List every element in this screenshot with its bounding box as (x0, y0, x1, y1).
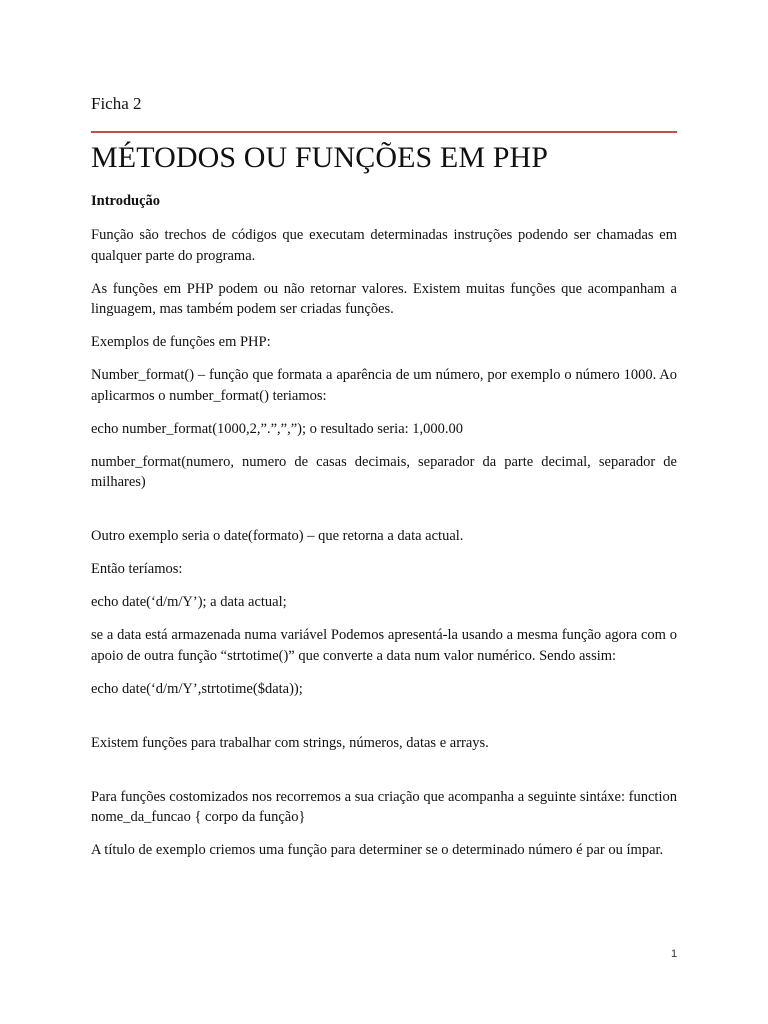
title-rule (91, 131, 677, 133)
paragraph-number-format: Number_format() – função que formata a aparência de um número, por exemplo o número 1000. Ao aplicarmos o number_format() teriamos: (91, 367, 677, 404)
paragraph-strtotime-echo: echo date(‘d/m/Y’,strtotime($data)); (91, 680, 303, 697)
blank-line (91, 766, 677, 787)
paragraph-then: Então teríamos: (91, 561, 183, 577)
paragraph-number-format-echo: echo number_format(1000,2,”.”,”,”); o resultado seria: 1,000.00 (91, 420, 464, 437)
paragraph-php-functions: As funções em PHP podem ou não retornar valores. Existem muitas funções que acompanham a linguagem, mas também podem ser criadas funções. (91, 280, 677, 317)
paragraph-examples-intro: Exemplos de funções em PHP: (91, 334, 271, 350)
sheet-label: Ficha 2 (91, 94, 142, 113)
section-heading-introduction: Introdução (91, 193, 161, 209)
paragraph-function-types: Existem funções para trabalhar com strings, números, datas e arrays. (91, 734, 489, 751)
paragraph-function-definition: Função são trechos de códigos que executam determinadas instruções podendo ser chamadas em qualquer parte do programa. (91, 227, 677, 264)
paragraph-date-echo: echo date(‘d/m/Y’); a data actual; (91, 594, 287, 610)
blank-line (91, 712, 677, 733)
page-content (91, 92, 677, 873)
paragraph-number-format-params: number_format(numero, numero de casas decimais, separador da parte decimal, separador de milhares) (91, 453, 677, 490)
paragraph-date-function: Outro exemplo seria o date(formato) – que retorna a data actual. (91, 528, 464, 544)
blank-line (91, 505, 677, 526)
paragraph-strtotime: se a data está armazenada numa variável Podemos apresentá-la usando a mesma função agora com o apoio de outra função “strtotime()” que converte a data num valor numérico. Sendo assim: (91, 627, 677, 664)
paragraph-even-odd-example: A título de exemplo criemos uma função para determiner se o determinado número é par ou ímpar. (91, 842, 664, 858)
page-number: 1 (671, 948, 678, 960)
paragraph-custom-syntax: Para funções costomizados nos recorremos a sua criação que acompanha a seguinte sintáxe: function nome_da_funcao { corpo da função} (91, 788, 677, 825)
document-title: MÉTODOS OU FUNÇÕES EM PHP (91, 141, 549, 174)
